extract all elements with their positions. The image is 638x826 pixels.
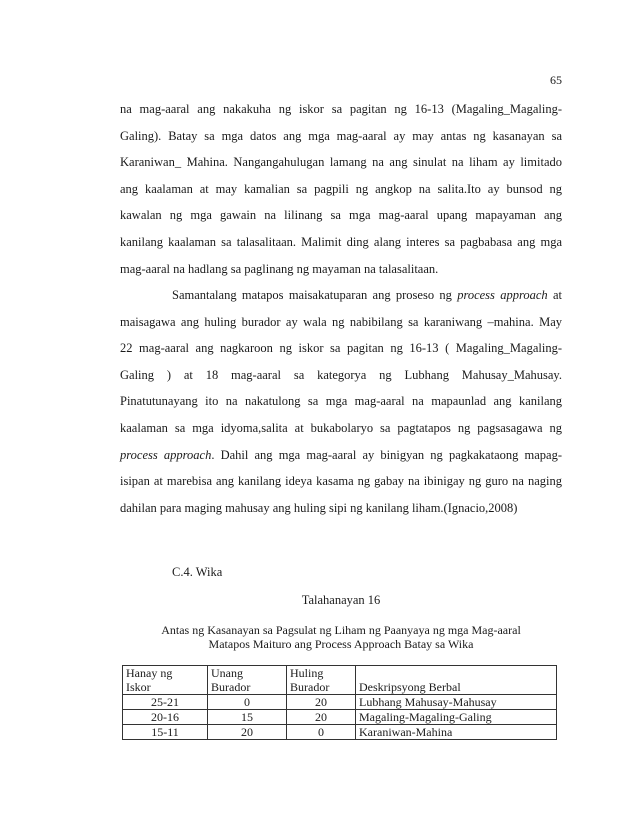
table-caption-line: Matapos Maituro ang Process Approach Batay sa Wika (208, 637, 474, 651)
paragraph-2-line: dahilan para maging mahusay ang huling sipi ng kanilang liham.(Ignacio,2008) (120, 500, 518, 515)
paragraph-2-line: maisagawa ang huling burador ay wala ng nabibilang sa karaniwang –mahina. May (120, 314, 562, 329)
table-header-row (123, 666, 557, 695)
paragraph-2-text: . Dahil ang mga mag-aaral ay binigyan ng pagkakataong mapag- (211, 447, 562, 462)
paragraph-1-line: Karaniwan_ Mahina. Nangangahulugan lamang na ang sinulat na liham ay limitado (120, 155, 562, 170)
paragraph-2-line: isipan at marebisa ang kanilang ideya kasama ng gabay na ibinigay ng guro na naging (120, 474, 562, 489)
paragraph-1-line: kawalan ng mga gawain na lilinang sa mga mag-aaral upang mapayaman ang (120, 208, 562, 223)
paragraph-2-text: Samantalang matapos maisakatuparan ang proseso ng (172, 288, 452, 302)
cell-final-draft: 0 (287, 725, 356, 740)
header-text: Iskor (126, 680, 151, 694)
header-verbal-description (356, 666, 557, 695)
header-first-draft (208, 666, 287, 695)
header-text: Burador (211, 680, 251, 694)
section-heading: C.4. Wika (172, 565, 223, 579)
cell-first-draft: 20 (208, 725, 287, 740)
paragraph-2 (120, 282, 562, 521)
cell-final-draft: 20 (287, 695, 356, 710)
paragraph-1-line: ang kaalaman at may kamalian sa pagpili ng angkop na salita.Ito ay bunsod ng (120, 181, 562, 196)
header-text: Deskripsyong Berbal (359, 680, 461, 694)
paragraph-1-line: na mag-aaral ang nakakuha ng iskor sa pagitan ng 16-13 (Magaling_Magaling- (120, 102, 562, 116)
score-table (122, 665, 557, 740)
cell-score-range: 25-21 (123, 695, 208, 710)
header-final-draft (287, 666, 356, 695)
table-caption (120, 623, 562, 651)
paragraph-1-line: mag-aaral na hadlang sa paglinang ng mayaman na talasalitaan. (120, 261, 439, 276)
cell-first-draft: 0 (208, 695, 287, 710)
header-text: Unang (211, 666, 243, 680)
cell-verbal-description: Karaniwan-Mahina (356, 725, 557, 740)
process-approach-term: process approach (457, 288, 548, 302)
process-approach-term: process approach (120, 447, 212, 462)
paragraph-2-line: Pinatutunayang ito na nakatulong sa mga mag-aaral na mapaunlad ang kanilang (120, 394, 562, 409)
cell-final-draft: 20 (287, 710, 356, 725)
paragraph-1-line: Galing). Batay sa mga datos ang mga mag-aaral ay may antas ng kasanayan sa (120, 128, 562, 143)
paragraph-2-line: 22 mag-aaral ang nagkaroon ng iskor sa pagitan ng 16-13 ( Magaling_Magaling- (120, 341, 562, 356)
header-text: Burador (290, 680, 330, 694)
paragraph-2-line (120, 282, 562, 309)
cell-verbal-description: Lubhang Mahusay-Mahusay (356, 695, 557, 710)
paragraph-2-text: at (552, 288, 562, 302)
paragraph-1 (120, 96, 562, 282)
cell-first-draft: 15 (208, 710, 287, 725)
header-text: Huling (290, 666, 324, 680)
table-row (123, 710, 557, 725)
paragraph-2-line: Galing ) at 18 mag-aaral sa kategorya ng Lubhang Mahusay_Mahusay. (120, 367, 562, 382)
table-title: Talahanayan 16 (301, 593, 381, 607)
paragraph-2-line (120, 442, 562, 469)
page-number: 65 (550, 73, 562, 87)
table-row (123, 695, 557, 710)
cell-score-range: 20-16 (123, 710, 208, 725)
header-text: Hanay ng (126, 666, 173, 680)
cell-score-range: 15-11 (123, 725, 208, 740)
table-caption-line: Antas ng Kasanayan sa Pagsulat ng Liham ng Paanyaya ng mga Mag-aaral (161, 623, 521, 637)
paragraph-1-line: kanilang kaalaman sa talasalitaan. Malimit ding alang interes sa pagbabasa ang mga (120, 234, 562, 249)
cell-verbal-description: Magaling-Magaling-Galing (356, 710, 557, 725)
paragraph-2-line: kaalaman sa mga idyoma,salita at bukabolaryo sa pagtatapos ng pagsasagawa ng (120, 420, 562, 435)
header-score-range (123, 666, 208, 695)
table-row (123, 725, 557, 740)
